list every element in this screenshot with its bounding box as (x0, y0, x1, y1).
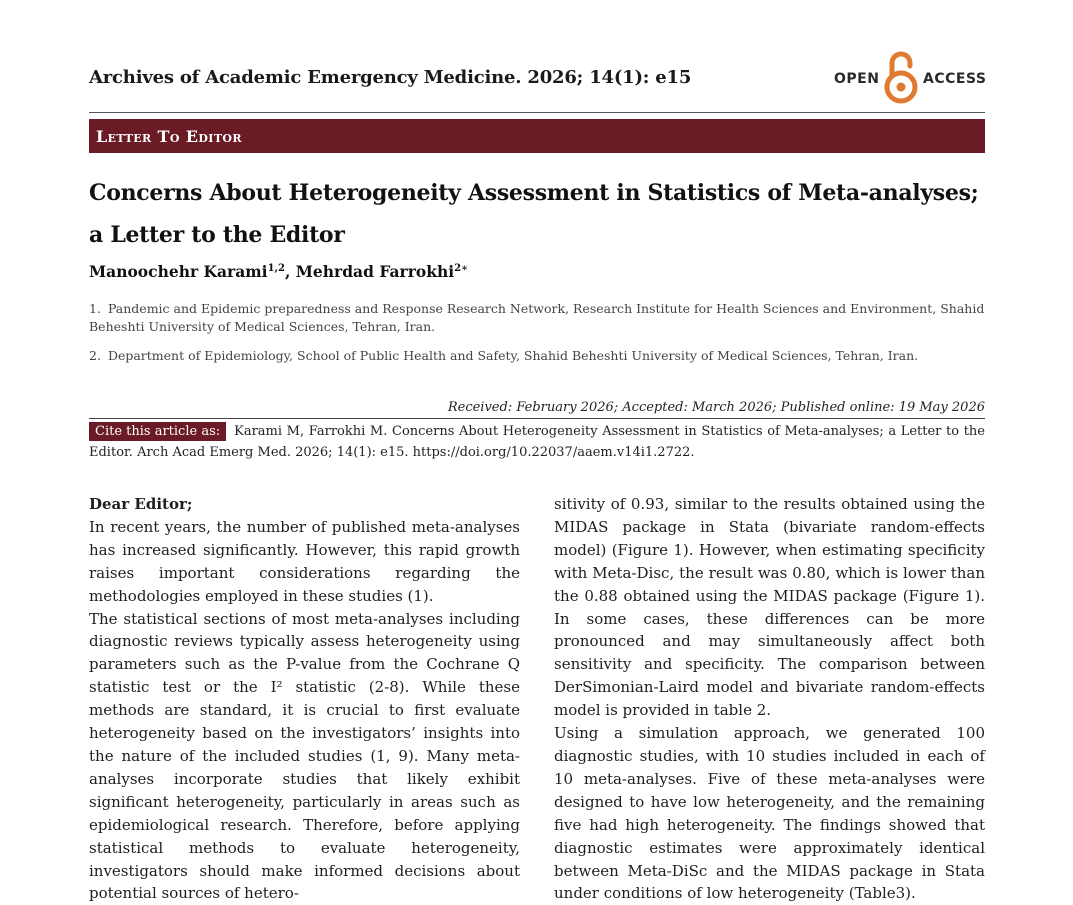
article-title: Concerns About Heterogeneity Assessment in Statistics of Meta-analyses; a Letter to the Editor (89, 180, 979, 248)
body-column-right (554, 493, 985, 905)
body-paragraph: In recent years, the number of published meta-analyses has increased significantly. However, this rapid growth raises important considerations regarding the methodologies employed in these studies (1). (89, 517, 520, 605)
body-paragraph: sitivity of 0.93, similar to the results obtained using the MIDAS package in Stata (bivariate random-effects model) (Figure 1). However, when estimating specificity with Meta-Disc, the result was 0.80, which is lower than the 0.88 obtained using the MIDAS package (Figure 1). In some cases, these differences can be more pronounced and may simultaneously affect both sensitivity and specificity. The comparison between DerSimonian-Laird model and bivariate random-effects model is provided in table 2. (554, 495, 985, 720)
publication-dates: Received: February 2026; Accepted: March 2026; Published online: 19 May 2026 (447, 400, 985, 415)
author-name: Mehrdad Farrokhi (295, 262, 455, 281)
citation-rule (89, 418, 985, 419)
open-access-left-word: OPEN (834, 71, 880, 87)
article-type-banner: Letter To Editor (89, 119, 985, 153)
salutation: Dear Editor; (89, 495, 193, 513)
affiliation (89, 347, 985, 365)
header-rule (89, 112, 985, 113)
cite-label: Cite this article as: (89, 422, 226, 441)
author-list (89, 262, 468, 281)
affiliation-number: 1. (89, 301, 101, 316)
author-separator: , (284, 262, 296, 281)
citation-block (89, 421, 985, 463)
author-affiliation-marker: 2∗ (454, 262, 468, 274)
author-affiliation-marker: 1,2 (267, 262, 285, 274)
open-access-right-word: ACCESS (923, 71, 987, 87)
citation-text[interactable]: Karami M, Farrokhi M. Concerns About Heterogeneity Assessment in Statistics of Meta-analyses; a Letter to the Editor. Arch Acad Emerg Med. 2026; 14(1): e15. https://doi.org/10.22037/aaem.v14i1.2722. (89, 424, 985, 460)
affiliation (89, 300, 985, 336)
open-lock-icon (884, 49, 918, 105)
affiliation-text: Department of Epidemiology, School of Public Health and Safety, Shahid Beheshti University of Medical Sciences, Tehran, Iran. (107, 348, 919, 363)
journal-citation-header: Archives of Academic Emergency Medicine. 2026; 14(1): e15 (89, 67, 692, 88)
body-column-left (89, 493, 520, 905)
author-name: Manoochehr Karami (89, 262, 268, 281)
open-access-logo (834, 47, 986, 107)
affiliation-text: Pandemic and Epidemic preparedness and Response Research Network, Research Institute for Health Sciences and Environment, Shahid Beheshti University of Medical Sciences, Tehran, Iran. (89, 301, 985, 334)
body-paragraph: The statistical sections of most meta-analyses including diagnostic reviews typically assess heterogeneity using parameters such as the P-value from the Cochrane Q statistic test or the I² statistic (2-8). While these methods are standard, it is crucial to first evaluate heterogeneity based on the investigators’ insights into the nature of the included studies (1, 9). Many meta-analyses incorporate studies that likely exhibit significant heterogeneity, particularly in areas such as epidemiological research. Therefore, before applying statistical methods to evaluate heterogeneity, investigators should make informed decisions about potential sources of hetero- (89, 609, 520, 903)
body-paragraph: Using a simulation approach, we generated 100 diagnostic studies, with 10 studies included in each of 10 meta-analyses. Five of these meta-analyses were designed to have low heterogeneity, and the remaining five had high heterogeneity. The findings showed that diagnostic estimates were approximately identical between Meta-DiSc and the MIDAS package in Stata under conditions of low heterogeneity (Table3). (554, 724, 985, 903)
affiliation-number: 2. (89, 348, 101, 363)
